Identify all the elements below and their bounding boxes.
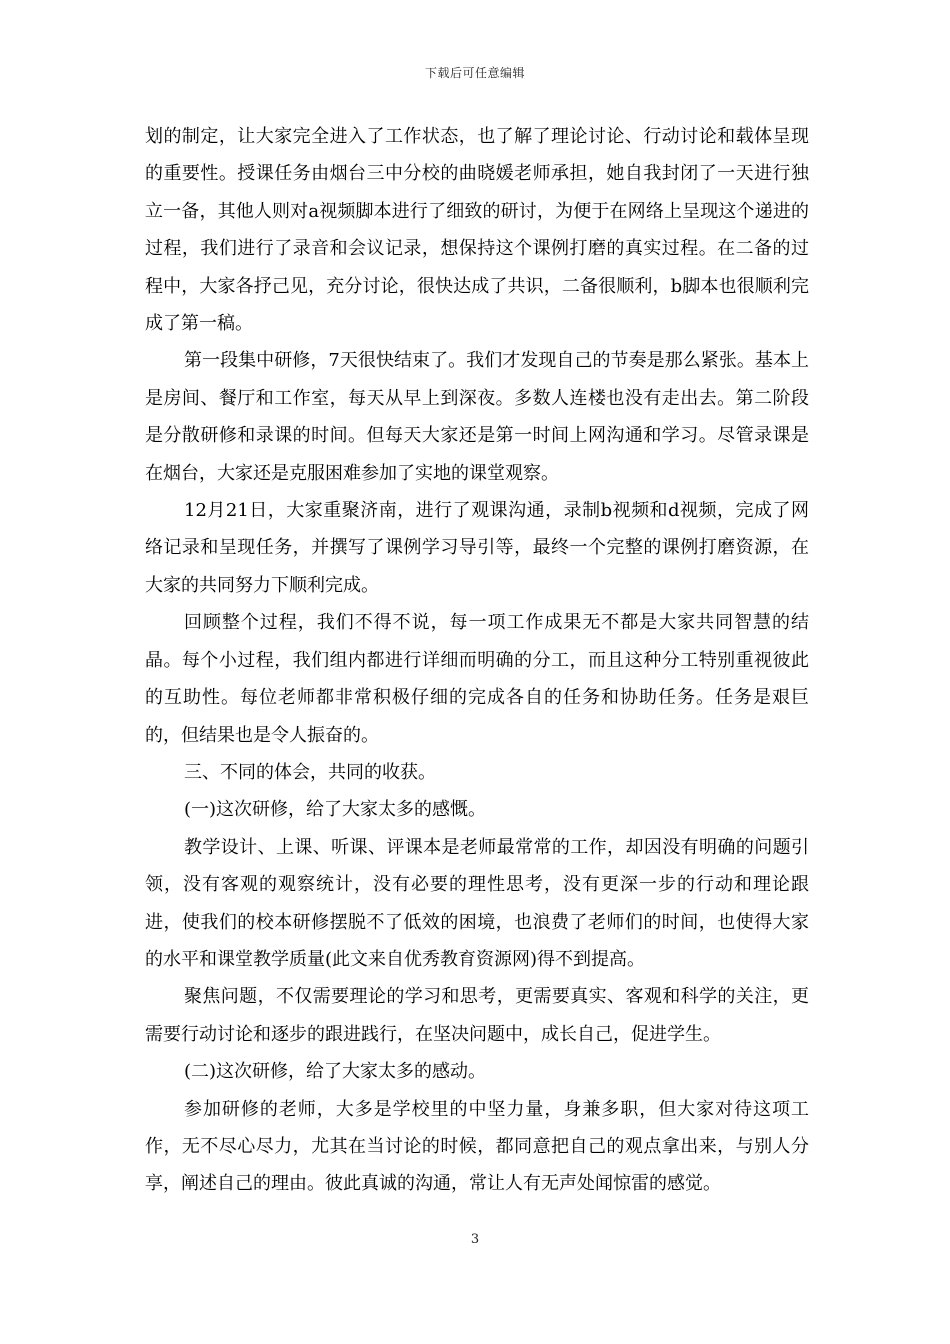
document-body <box>145 118 809 1203</box>
section-heading: 三、不同的体会，共同的收获。 <box>184 761 436 783</box>
paragraph: 教学设计、上课、听课、评课本是老师最常常的工作，却因没有明确的问题引领，没有客观的观察统计，没有必要的理性思考，没有更深一步的行动和理论跟进，使我们的校本研修摆脱不了低效的困境，也浪费了老师们的时间，也使得大家的水平和课堂教学质量(此文来自优秀教育资源网)得不到提高。 <box>145 836 809 970</box>
paragraph: 回顾整个过程，我们不得不说，每一项工作成果无不都是大家共同智慧的结晶。每个小过程，我们组内都进行详细而明确的分工，而且这种分工特别重视彼此的互助性。每位老师都非常积极仔细的完成各自的任务和协助任务。任务是艰巨的，但结果也是令人振奋的。 <box>145 612 809 746</box>
paragraph: 聚焦问题，不仅需要理论的学习和思考，更需要真实、客观和科学的关注，更需要行动讨论和逐步的跟进践行，在坚决问题中，成长自己，促进学生。 <box>145 986 809 1045</box>
paragraph: 参加研修的老师，大多是学校里的中坚力量，身兼多职，但大家对待这项工作，无不尽心尽力，尤其在当讨论的时候，都同意把自己的观点拿出来，与别人分享，阐述自己的理由。彼此真诚的沟通，常让人有无声处闻惊雷的感觉。 <box>145 1098 809 1195</box>
subsection-heading: (一)这次研修，给了大家太多的感慨。 <box>184 799 487 821</box>
subsection-heading: (二)这次研修，给了大家太多的感动。 <box>184 1061 487 1083</box>
paragraph: 12月21日，大家重聚济南，进行了观课沟通，录制b视频和d视频，完成了网络记录和呈现任务，并撰写了课例学习导引等，最终一个完整的课例打磨资源，在大家的共同努力下顺利完成。 <box>145 500 809 596</box>
page-number: 3 <box>470 1232 480 1247</box>
paragraph: 第一段集中研修，7天很快结束了。我们才发现自己的节奏是那么紧张。基本上是房间、餐厅和工作室，每天从早上到深夜。多数人连楼也没有走出去。第二阶段是分散研修和录课的时间。但每天大家还是第一时间上网沟通和学习。尽管录课是在烟台，大家还是克服困难参加了实地的课堂观察。 <box>145 350 809 484</box>
page-header: 下载后可任意编辑 <box>424 66 525 80</box>
paragraph: 划的制定，让大家完全进入了工作状态，也了解了理论讨论、行动讨论和载体呈现的重要性。授课任务由烟台三中分校的曲晓媛老师承担，她自我封闭了一天进行独立一备，其他人则对a视频脚本进行了细致的研讨，为便于在网络上呈现这个递进的过程，我们进行了录音和会议记录，想保持这个课例打磨的真实过程。在二备的过程中，大家各抒己见，充分讨论，很快达成了共识，二备很顺利，b脚本也很顺利完成了第一稿。 <box>145 126 809 335</box>
